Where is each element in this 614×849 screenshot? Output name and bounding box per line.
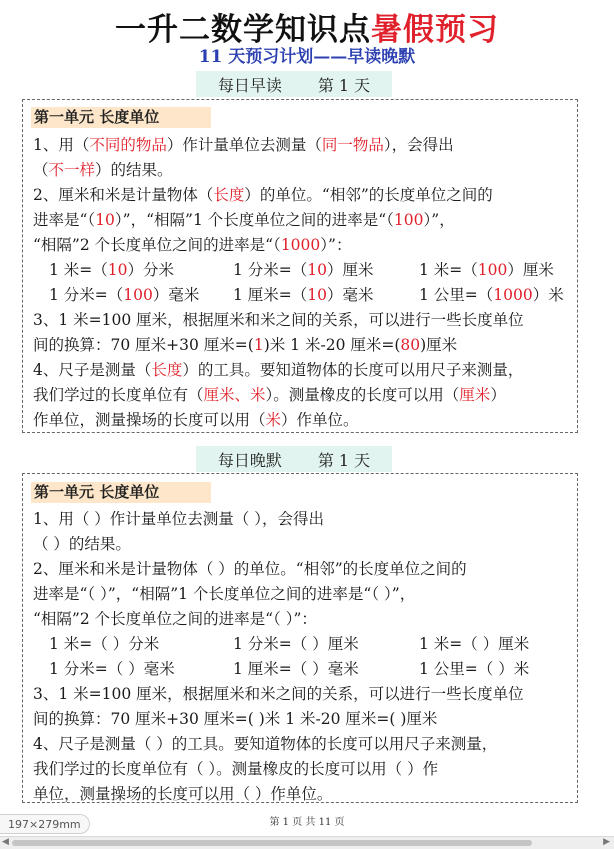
- morning-day: 第 1 天: [317, 75, 371, 95]
- morning-line-q3: 3、1 米=100 厘米，根据厘米和米之间的关系，可以进行一些长度单位: [33, 311, 524, 329]
- text: ）作单位。: [281, 411, 359, 429]
- answer: 1: [253, 336, 264, 354]
- text: 进率是“（: [33, 211, 96, 229]
- morning-conversion-1: [49, 258, 174, 280]
- text: ），会得出: [383, 136, 454, 154]
- text: （: [33, 161, 49, 179]
- text: ）毫米: [152, 286, 200, 304]
- evening-line-q2b: 进率是“（ ）”，“相隔”1 个长度单位之间的进率是“（ ）”，: [33, 585, 416, 603]
- text: 1、用（: [33, 136, 90, 154]
- document-subtitle: 11 天预习计划——早读晚默: [198, 47, 416, 67]
- scroll-left-arrow-icon[interactable]: ◀: [2, 837, 9, 847]
- morning-conversion-4: [49, 283, 199, 305]
- text: “相隔”2 个长度单位之间的进率是“（: [33, 236, 281, 254]
- answer: 1000: [280, 236, 321, 254]
- evening-line-q3: 3、1 米=100 厘米，根据厘米和米之间的关系，可以进行一些长度单位: [33, 685, 524, 703]
- evening-line-q1b: （ ）的结果。: [33, 535, 131, 553]
- text: 我们学过的长度单位有（: [33, 386, 204, 404]
- text: ）厘米: [327, 261, 374, 279]
- text: ）的工具。要知道物体的长度可以用尺子来测量，: [182, 361, 524, 379]
- scrollbar-thumb[interactable]: [12, 840, 532, 846]
- answer: 长度: [213, 186, 245, 204]
- text: ）的单位。“相邻”的长度单位之间的: [244, 186, 493, 204]
- evening-section-header: [196, 446, 392, 472]
- evening-day: 第 1 天: [317, 450, 371, 470]
- text: 1 米=（: [49, 261, 108, 279]
- morning-line-q2b: [33, 208, 455, 230]
- morning-reading-box: [22, 99, 578, 433]
- morning-conversion-6: [419, 283, 564, 305]
- page-number-footer: 第 1 页 共 11 页: [269, 817, 345, 828]
- answer: 米: [265, 411, 282, 429]
- morning-line-q3b: [33, 333, 457, 355]
- text: ）”，: [423, 211, 455, 229]
- text: ）的结果。: [95, 161, 173, 179]
- evening-conversion-1: 1 米=（ ）分米: [49, 635, 160, 653]
- text: ）毫米: [327, 286, 374, 304]
- text: 1 分米=（: [233, 261, 308, 279]
- text: ）”：: [320, 236, 352, 254]
- text: 1 分米=（: [49, 286, 124, 304]
- answer: 不同的物品: [89, 136, 167, 154]
- evening-conversion-5: 1 厘米=（ ）毫米: [233, 660, 359, 678]
- morning-conversion-5: [233, 283, 374, 305]
- answer: 同一物品: [321, 136, 384, 154]
- evening-line-q1: 1、用（ ）作计量单位去测量（ ），会得出: [33, 510, 324, 528]
- text: ）分米: [127, 261, 175, 279]
- evening-line-q4b: 我们学过的长度单位有（ ）。测量橡皮的长度可以用（ ）作: [33, 760, 439, 778]
- answer: 100: [123, 286, 153, 304]
- text: 4、尺子是测量（: [33, 361, 152, 379]
- text: ）厘米: [507, 261, 554, 279]
- evening-unit-title: 第一单元 长度单位: [31, 482, 211, 503]
- answer: 10: [307, 261, 328, 279]
- answer: 厘米、米: [203, 386, 266, 404]
- evening-conversion-4: 1 分米=（ ）毫米: [49, 660, 175, 678]
- morning-conversion-3: [419, 258, 554, 280]
- text: )米 1 米-20 厘米=(: [263, 336, 401, 354]
- text: ）米: [532, 286, 564, 304]
- morning-line-q1b: [33, 158, 173, 180]
- morning-heading: 每日早读: [217, 75, 282, 95]
- text: 2、厘米和米是计量物体（: [33, 186, 214, 204]
- answer: 10: [95, 211, 115, 229]
- evening-conversion-2: 1 分米=（ ）厘米: [233, 635, 359, 653]
- evening-heading: 每日晚默: [217, 450, 282, 470]
- text: ）”，“相隔”1 个长度单位之间的进率是“（: [114, 211, 394, 229]
- morning-section-header: [196, 71, 392, 97]
- morning-line-q4b: [33, 383, 506, 405]
- answer: 80: [400, 336, 421, 354]
- page-size-indicator: 197×279mm: [0, 814, 90, 834]
- morning-conversion-2: [233, 258, 374, 280]
- morning-line-q2c: [33, 233, 351, 255]
- morning-line-q2: [33, 183, 493, 205]
- answer: 长度: [151, 361, 183, 379]
- morning-line-q4c: [33, 408, 359, 430]
- answer: 100: [477, 261, 508, 279]
- answer: 1000: [493, 286, 533, 304]
- evening-conversion-3: 1 米=（ ）厘米: [419, 635, 530, 653]
- answer: 100: [393, 211, 424, 229]
- text: 1 米=（: [419, 261, 478, 279]
- evening-line-q4c: 单位，测量操场的长度可以用（ ）作单位。: [33, 785, 333, 803]
- evening-dictation-box: [22, 473, 578, 803]
- morning-line-q1: [33, 133, 454, 155]
- text: 作单位，测量操场的长度可以用（: [33, 411, 266, 429]
- evening-line-q4: 4、尺子是测量（ ）的工具。要知道物体的长度可以用尺子来测量，: [33, 735, 498, 753]
- answer: 不一样: [48, 161, 96, 179]
- evening-line-q3b: 间的换算：70 厘米+30 厘米=( )米 1 米-20 厘米=( )厘米: [33, 710, 438, 728]
- text: )厘米: [420, 336, 458, 354]
- text: 1 公里=（: [419, 286, 494, 304]
- scroll-right-arrow-icon[interactable]: ▶: [603, 837, 610, 847]
- evening-line-q2c: “相隔”2 个长度单位之间的进率是“（ ）”：: [33, 610, 317, 628]
- answer: 10: [107, 261, 128, 279]
- text: ）作计量单位去测量（: [166, 136, 322, 154]
- text: 间的换算：70 厘米+30 厘米=(: [33, 336, 254, 354]
- evening-line-q2: 2、厘米和米是计量物体（ ）的单位。“相邻”的长度单位之间的: [33, 560, 467, 578]
- title-red-part: 暑假预习: [371, 12, 499, 48]
- morning-line-q4: [33, 358, 523, 380]
- evening-conversion-6: 1 公里=（ ）米: [419, 660, 530, 678]
- text: 1 厘米=（: [233, 286, 308, 304]
- morning-unit-title: 第一单元 长度单位: [31, 107, 211, 128]
- answer: 10: [307, 286, 328, 304]
- answer: 厘米: [459, 386, 491, 404]
- title-black-part: 一升二数学知识点: [115, 12, 371, 48]
- text: ）: [490, 386, 506, 404]
- text: ）。测量橡皮的长度可以用（: [265, 386, 460, 404]
